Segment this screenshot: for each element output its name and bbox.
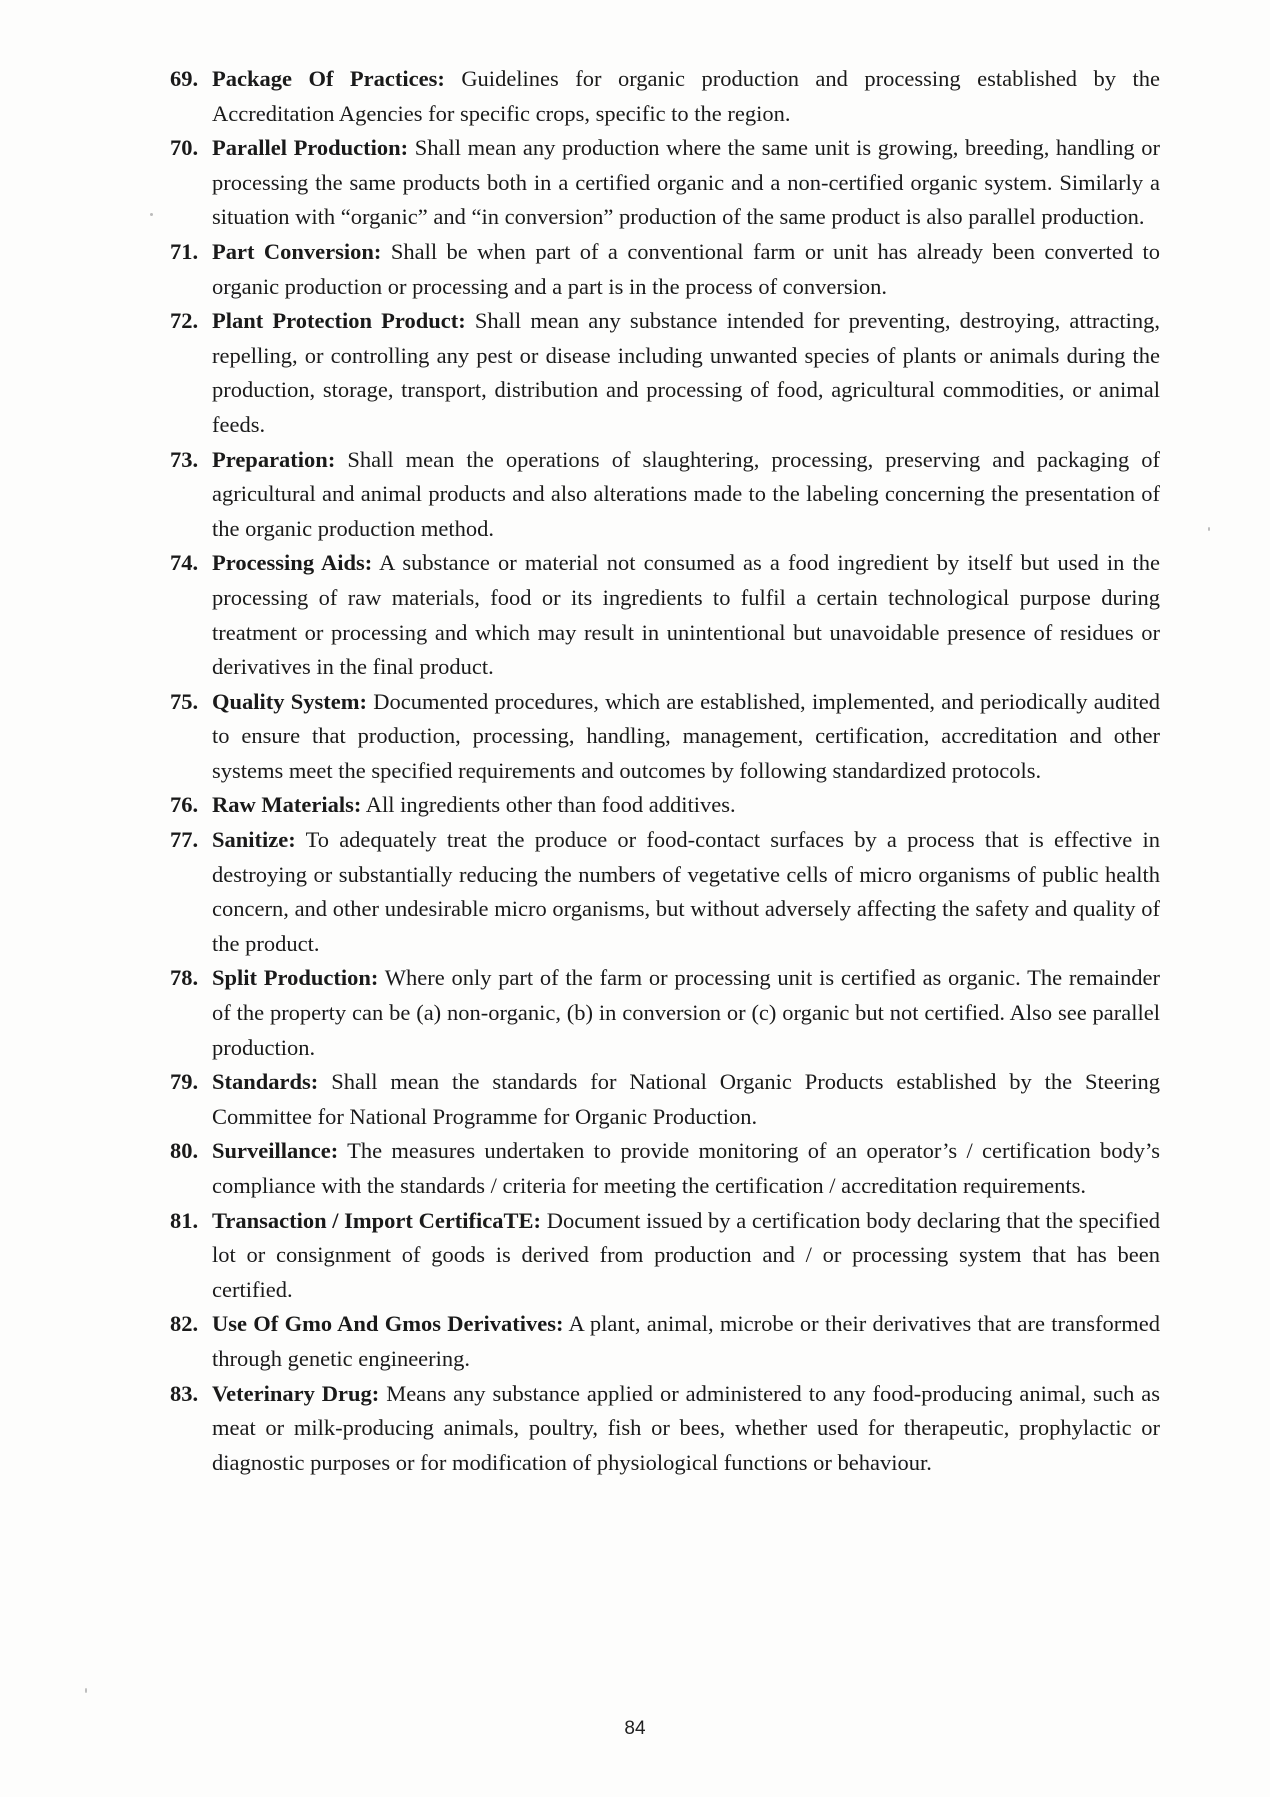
entry-term: Part Conversion: — [212, 238, 382, 264]
page-number: 84 — [624, 1718, 646, 1739]
entry-definition: Shall be when part of a conventional farm or unit has already been converted to organic production or processing and a part is in the process of conversion. — [212, 238, 1161, 299]
glossary-entry-79 — [170, 1065, 1160, 1134]
glossary-entry-77 — [170, 823, 1160, 961]
entry-definition: All ingredients other than food additives. — [365, 792, 736, 818]
entry-definition: Shall mean the standards for National Organic Products established by the Steering Committee for National Programme for Organic Production. — [212, 1069, 1160, 1129]
entry-term: Plant Protection Product: — [212, 308, 466, 334]
glossary-entry-81 — [170, 1204, 1160, 1308]
glossary-entry-82 — [170, 1307, 1160, 1376]
entry-definition: Means any substance applied or administered to any food-producing animal, such as meat or milk-producing animals, poultry, fish or bees, whether used for therapeutic, prophylactic or diagnostic purposes or for modification of physiological functions or behaviour. — [212, 1380, 1160, 1475]
entry-number: 82. — [170, 1311, 199, 1337]
entry-number: 79. — [170, 1069, 199, 1095]
entry-term: Preparation: — [212, 446, 336, 472]
entry-definition: Documented procedures, which are established, implemented, and periodically audited to ensure that production, processing, handling, management, certification, accreditation and other systems meet the specified requirements and outcomes by following standardized protocols. — [212, 688, 1160, 783]
entry-term: Surveillance: — [212, 1138, 339, 1164]
entry-number: 83. — [170, 1380, 199, 1406]
scan-speck — [85, 1688, 87, 1693]
glossary-entry-71 — [170, 235, 1160, 304]
entry-definition: A plant, animal, microbe or their derivatives that are transformed through genetic engineering. — [212, 1311, 1161, 1371]
entry-definition: Where only part of the farm or processing unit is certified as organic. The remainder of the property can be (a) non-organic, (b) in conversion or (c) organic but not certified. Also see parallel production. — [212, 965, 1161, 1060]
entry-definition: A substance or material not consumed as a food ingredient by itself but used in the processing of raw materials, food or its ingredients to fulfil a certain technological purpose during treatment or processing and which may result in unintentional but unavoidable presence of residues or derivatives in the final product. — [212, 550, 1160, 680]
entry-term: Sanitize: — [212, 827, 296, 853]
entry-term: Package Of Practices: — [212, 66, 445, 91]
glossary-entry-83 — [170, 1377, 1160, 1481]
glossary-entry-69 — [170, 62, 1160, 131]
entry-term: Standards: — [212, 1069, 319, 1095]
entry-number: 74. — [170, 550, 199, 576]
entry-definition: Document issued by a certification body declaring that the specified lot or consignment of goods is derived from production and / or processing system that has been certified. — [212, 1207, 1161, 1302]
glossary-entry-80 — [170, 1134, 1160, 1203]
entry-number: 81. — [170, 1207, 199, 1233]
entry-number: 76. — [170, 792, 199, 818]
scan-speck — [1208, 527, 1210, 531]
entry-definition: Guidelines for organic production and processing established by the Accreditation Agencies for specific crops, specific to the region. — [212, 66, 1160, 126]
entry-number: 77. — [170, 827, 199, 853]
scan-speck — [150, 213, 153, 216]
entry-number: 80. — [170, 1138, 199, 1164]
glossary-entry-73 — [170, 443, 1160, 547]
glossary-list — [170, 62, 1160, 1480]
entry-definition: To adequately treat the produce or food-contact surfaces by a process that is effective in destroying or substantially reducing the numbers of vegetative cells of micro organisms of public health concern, and other undesirable micro organisms, but without adversely affecting the safety and quality of the product. — [212, 827, 1160, 956]
entry-definition: Shall mean any substance intended for preventing, destroying, attracting, repelling, or controlling any pest or disease including unwanted species of plants or animals during the production, storage, transport, distribution and processing of food, agricultural commodities, or animal feeds. — [212, 308, 1161, 437]
entry-number: 69. — [170, 66, 199, 91]
entry-term: Raw Materials: — [212, 792, 362, 818]
glossary-entry-72 — [170, 304, 1160, 442]
entry-number: 71. — [170, 238, 199, 264]
entry-term: Processing Aids: — [212, 550, 373, 576]
entry-number: 72. — [170, 308, 199, 334]
entry-number: 78. — [170, 965, 199, 991]
entry-definition: Shall mean the operations of slaughtering, processing, preserving and packaging of agricultural and animal products and also alterations made to the labeling concerning the presentation of the organic production method. — [212, 446, 1161, 541]
entry-definition: Shall mean any production where the same unit is growing, breeding, handling or processing the same products both in a certified organic and a non-certified organic system. Similarly a situation with “organic” and “in conversion” production of the same product is also parallel production. — [212, 135, 1160, 230]
entry-term: Split Production: — [212, 965, 379, 991]
entry-number: 73. — [170, 446, 199, 472]
glossary-entry-76 — [170, 788, 1160, 823]
glossary-entry-70 — [170, 131, 1160, 235]
entry-term: Quality System: — [212, 688, 368, 714]
glossary-entry-74 — [170, 546, 1160, 684]
entry-term: Use Of Gmo And Gmos Derivatives: — [212, 1311, 564, 1337]
entry-term: Transaction / Import CertificaTE: — [212, 1207, 542, 1233]
entry-number: 75. — [170, 688, 199, 714]
glossary-entry-78 — [170, 961, 1160, 1065]
glossary-entry-75 — [170, 685, 1160, 789]
entry-definition: The measures undertaken to provide monitoring of an operator’s / certification body’s compliance with the standards / criteria for meeting the certification / accreditation requirements. — [212, 1138, 1160, 1198]
entry-term: Veterinary Drug: — [212, 1380, 380, 1406]
entry-number: 70. — [170, 135, 199, 161]
entry-term: Parallel Production: — [212, 135, 409, 161]
